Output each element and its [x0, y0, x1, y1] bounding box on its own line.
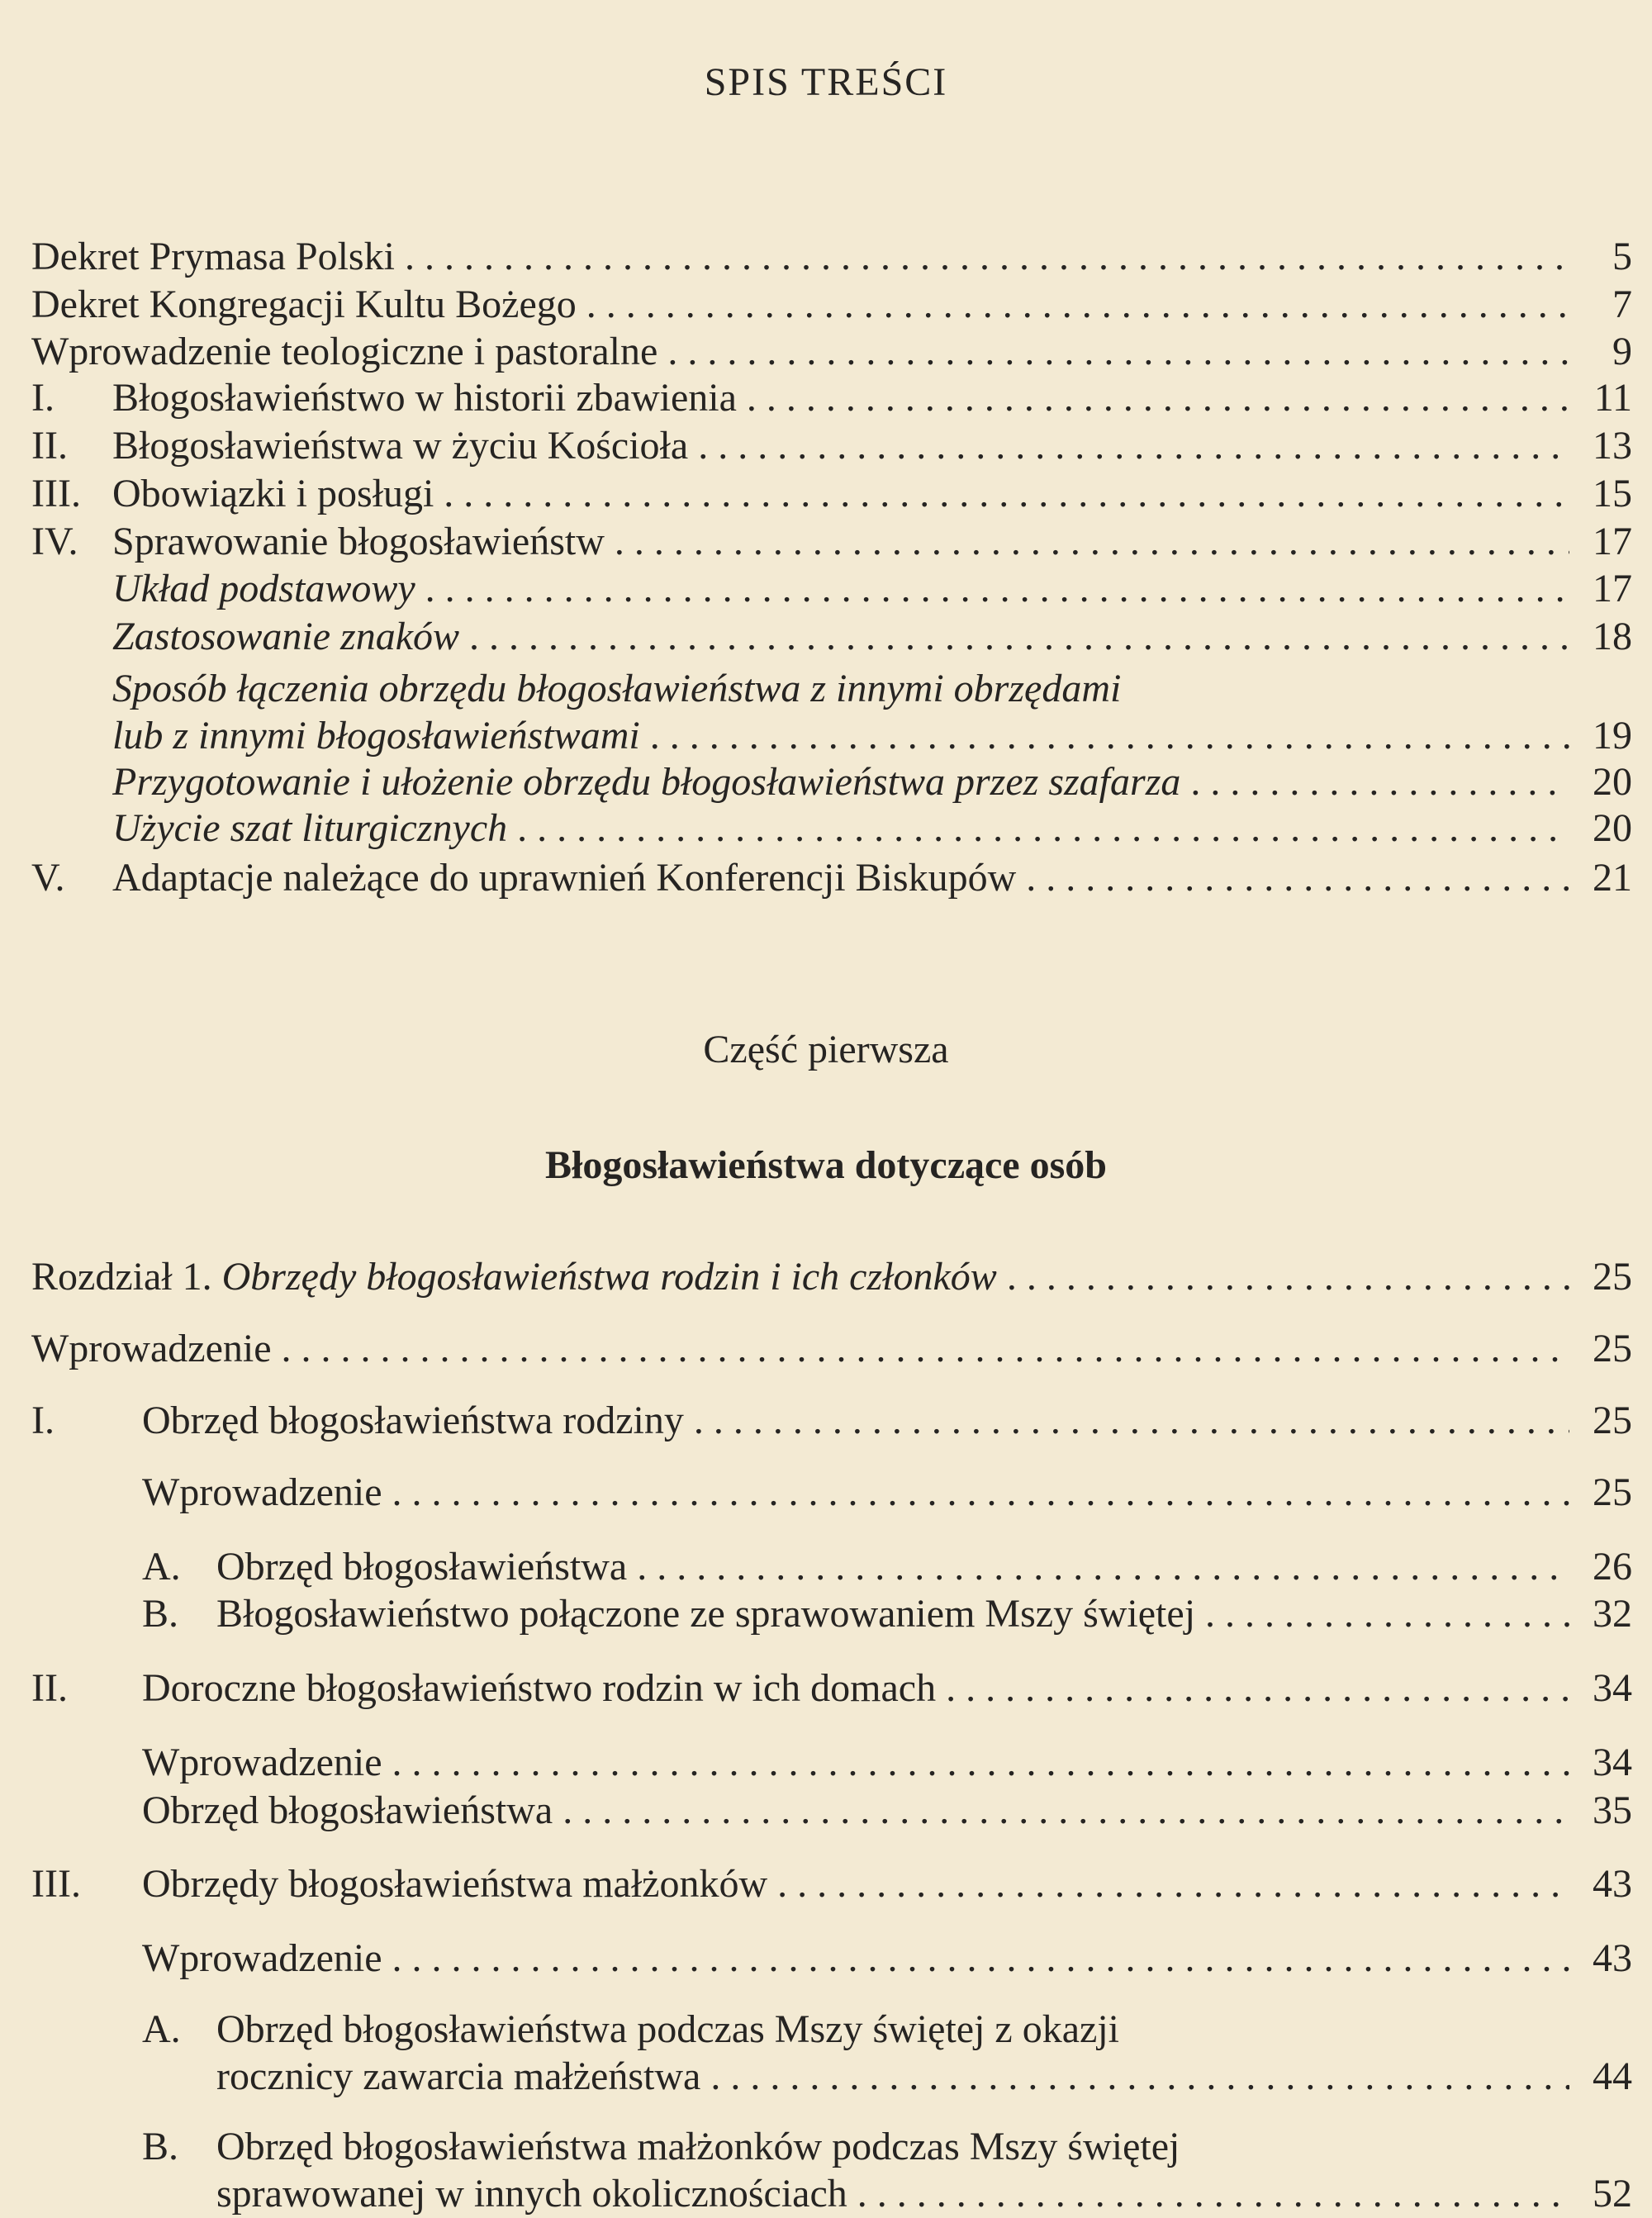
toc-entry-text: Obrzęd błogosławieństwa małżonków podczas Mszy świętej — [216, 2125, 1180, 2168]
toc-entry-page: 52 — [1593, 2172, 1632, 2216]
toc-entry-page: 13 — [1593, 424, 1632, 468]
toc-entry-number: I. — [31, 376, 55, 420]
toc-entry-text: Wprowadzenie teologiczne i pastoralne — [31, 330, 658, 373]
toc-entry-title — [112, 712, 1569, 760]
toc-entry-title — [142, 1469, 1569, 1517]
toc-entry-title — [142, 1787, 1569, 1835]
toc-entry[interactable] — [0, 1935, 1652, 1983]
toc-entry-page: 43 — [1593, 1862, 1632, 1906]
toc-entry-title — [216, 2170, 1569, 2218]
toc-entry[interactable] — [0, 2123, 1652, 2171]
toc-entry-page: 9 — [1612, 330, 1632, 373]
toc-entry-title — [142, 1665, 1569, 1712]
toc-entry-page: 32 — [1593, 1592, 1632, 1636]
toc-entry-title — [216, 1543, 1569, 1591]
toc-entry-page: 7 — [1612, 283, 1632, 326]
toc-entry-title — [112, 854, 1569, 902]
toc-entry-page: 25 — [1593, 1327, 1632, 1370]
toc-entry[interactable] — [0, 805, 1652, 853]
toc-entry-text: lub z innymi błogosławieństwami — [112, 714, 640, 758]
toc-entry-page: 44 — [1593, 2054, 1632, 2098]
toc-entry-number: II. — [31, 424, 68, 468]
toc-entry-text: sprawowanej w innych okolicznościach — [216, 2172, 847, 2216]
toc-entry[interactable] — [0, 1253, 1652, 1301]
toc-entry-page: 34 — [1593, 1741, 1632, 1784]
toc-entry-title — [31, 233, 1569, 281]
toc-entry[interactable] — [0, 2006, 1652, 2054]
toc-entry-text: Adaptacje należące do uprawnień Konferencji Biskupów — [112, 856, 1017, 900]
toc-entry-title — [216, 1590, 1569, 1638]
toc-entry-title — [216, 2053, 1569, 2101]
toc-entry-text: Układ podstawowy — [112, 567, 415, 610]
toc-entry-title — [216, 2123, 1569, 2171]
toc-entry-number: A. — [142, 1545, 181, 1589]
toc-entry-page: 20 — [1593, 760, 1632, 804]
toc-entry-page: 25 — [1593, 1255, 1632, 1299]
toc-entry-number: II. — [31, 1666, 68, 1710]
toc-entry-title — [142, 1860, 1569, 1908]
toc-entry-page: 18 — [1593, 615, 1632, 658]
toc-entry-page: 17 — [1593, 567, 1632, 610]
toc-entry[interactable] — [0, 1469, 1652, 1517]
toc-entry-number: A. — [142, 2007, 181, 2051]
toc-entry-title — [112, 613, 1569, 661]
toc-entry-number: B. — [142, 1592, 179, 1636]
toc-entry-text: Błogosławieństwa w życiu Kościoła — [112, 424, 689, 468]
part-title: Błogosławieństwa dotyczące osób — [545, 1143, 1107, 1187]
toc-entry-number: B. — [142, 2125, 179, 2168]
part-label: Część pierwsza — [703, 1028, 949, 1071]
toc-entry-page: 20 — [1593, 806, 1632, 850]
toc-entry-text: Obrzędy błogosławieństwa rodzin i ich członków — [221, 1255, 997, 1299]
toc-entry-text: Obrzęd błogosławieństwa — [216, 1545, 628, 1589]
toc-entry-title — [216, 2006, 1569, 2054]
toc-entry-text: Doroczne błogosławieństwo rodzin w ich domach — [142, 1666, 937, 1710]
toc-entry-page: 35 — [1593, 1788, 1632, 1832]
toc-entry-page: 25 — [1593, 1399, 1632, 1442]
toc-entry[interactable] — [0, 1543, 1652, 1591]
toc-entry-title — [142, 1739, 1569, 1787]
toc-entry[interactable] — [0, 281, 1652, 329]
toc-entry[interactable] — [0, 1739, 1652, 1787]
toc-entry[interactable] — [0, 2170, 1652, 2218]
chapter-prefix: Rozdział 1. — [31, 1255, 222, 1299]
toc-entry-text: rocznicy zawarcia małżeństwa — [216, 2054, 701, 2098]
toc-entry-text: Obrzędy błogosławieństwa małżonków — [142, 1862, 768, 1906]
toc-entry[interactable] — [0, 1787, 1652, 1835]
toc-entry-title — [112, 374, 1569, 422]
toc-entry-text: Dekret Prymasa Polski — [31, 235, 395, 278]
toc-entry-number: I. — [31, 1399, 55, 1442]
toc-entry-number: III. — [31, 1862, 81, 1906]
toc-entry-page: 43 — [1593, 1936, 1632, 1980]
toc-entry-text: Wprowadzenie — [142, 1470, 382, 1514]
toc-entry-text: Sposób łączenia obrzędu błogosławieństwa z innymi obrzędami — [112, 667, 1122, 710]
toc-entry-number: III. — [31, 472, 81, 515]
toc-entry-number: IV. — [31, 520, 78, 563]
toc-entry-page: 15 — [1593, 472, 1632, 515]
toc-entry-text: Przygotowanie i ułożenie obrzędu błogosławieństwa przez szafarza — [112, 760, 1181, 804]
toc-entry[interactable] — [0, 374, 1652, 422]
toc-entry-page: 25 — [1593, 1470, 1632, 1514]
toc-entry[interactable] — [0, 613, 1652, 661]
toc-entry-number: V. — [31, 856, 65, 900]
toc-entry-title — [112, 665, 1569, 713]
toc-entry[interactable] — [0, 470, 1652, 518]
toc-entry[interactable] — [0, 758, 1652, 806]
toc-entry-text: Obrzęd błogosławieństwa podczas Mszy świętej z okazji — [216, 2007, 1120, 2051]
toc-entry-text: Sprawowanie błogosławieństw — [112, 520, 605, 563]
toc-entry-title — [31, 1253, 1569, 1301]
toc-entry-title — [112, 470, 1569, 518]
toc-entry-title — [31, 281, 1569, 329]
toc-entry[interactable] — [0, 233, 1652, 281]
toc-entry-text: Wprowadzenie — [142, 1936, 382, 1980]
toc-entry-title — [142, 1935, 1569, 1983]
toc-entry-text: Dekret Kongregacji Kultu Bożego — [31, 283, 577, 326]
toc-entry[interactable] — [0, 2053, 1652, 2101]
toc-entry[interactable] — [0, 328, 1652, 376]
toc-entry-text: Błogosławieństwo połączone ze sprawowaniem Mszy świętej — [216, 1592, 1196, 1636]
toc-entry-title — [112, 758, 1569, 806]
toc-entry-text: Zastosowanie znaków — [112, 615, 460, 658]
toc-entry-title — [31, 328, 1569, 376]
toc-entry-page: 21 — [1593, 856, 1632, 900]
toc-entry-text: Obrzęd błogosławieństwa rodziny — [142, 1399, 684, 1442]
toc-entry[interactable] — [0, 1397, 1652, 1445]
toc-entry[interactable] — [0, 518, 1652, 566]
toc-entry-text: Obowiązki i posługi — [112, 472, 434, 515]
toc-entry[interactable] — [0, 1325, 1652, 1373]
toc-entry[interactable] — [0, 1590, 1652, 1638]
toc-entry-page: 26 — [1593, 1545, 1632, 1589]
toc-entry-title — [142, 1397, 1569, 1445]
toc-entry-title — [112, 518, 1569, 566]
toc-entry[interactable] — [0, 422, 1652, 470]
toc-entry-page: 34 — [1593, 1666, 1632, 1710]
toc-entry-page: 17 — [1593, 520, 1632, 563]
toc-entry-page: 5 — [1612, 235, 1632, 278]
toc-entry-title — [112, 565, 1569, 613]
toc-entry[interactable] — [0, 565, 1652, 613]
toc-entry-page: 19 — [1593, 714, 1632, 758]
toc-entry-text: Obrzęd błogosławieństwa — [142, 1788, 553, 1832]
toc-entry-text: Błogosławieństwo w historii zbawienia — [112, 376, 737, 420]
toc-entry[interactable] — [0, 712, 1652, 760]
toc-entry-text: Użycie szat liturgicznych — [112, 806, 508, 850]
toc-entry[interactable] — [0, 665, 1652, 713]
toc-entry-title — [112, 422, 1569, 470]
toc-entry-title — [112, 805, 1569, 853]
toc-entry[interactable] — [0, 1860, 1652, 1908]
toc-entry-text: Wprowadzenie — [142, 1741, 382, 1784]
toc-entry-title — [31, 1325, 1569, 1373]
toc-entry[interactable] — [0, 854, 1652, 902]
toc-entry[interactable] — [0, 1665, 1652, 1712]
toc-entry-text: Wprowadzenie — [31, 1327, 272, 1370]
toc-entry-page: 11 — [1593, 376, 1632, 420]
page-title: SPIS TREŚCI — [704, 60, 948, 104]
